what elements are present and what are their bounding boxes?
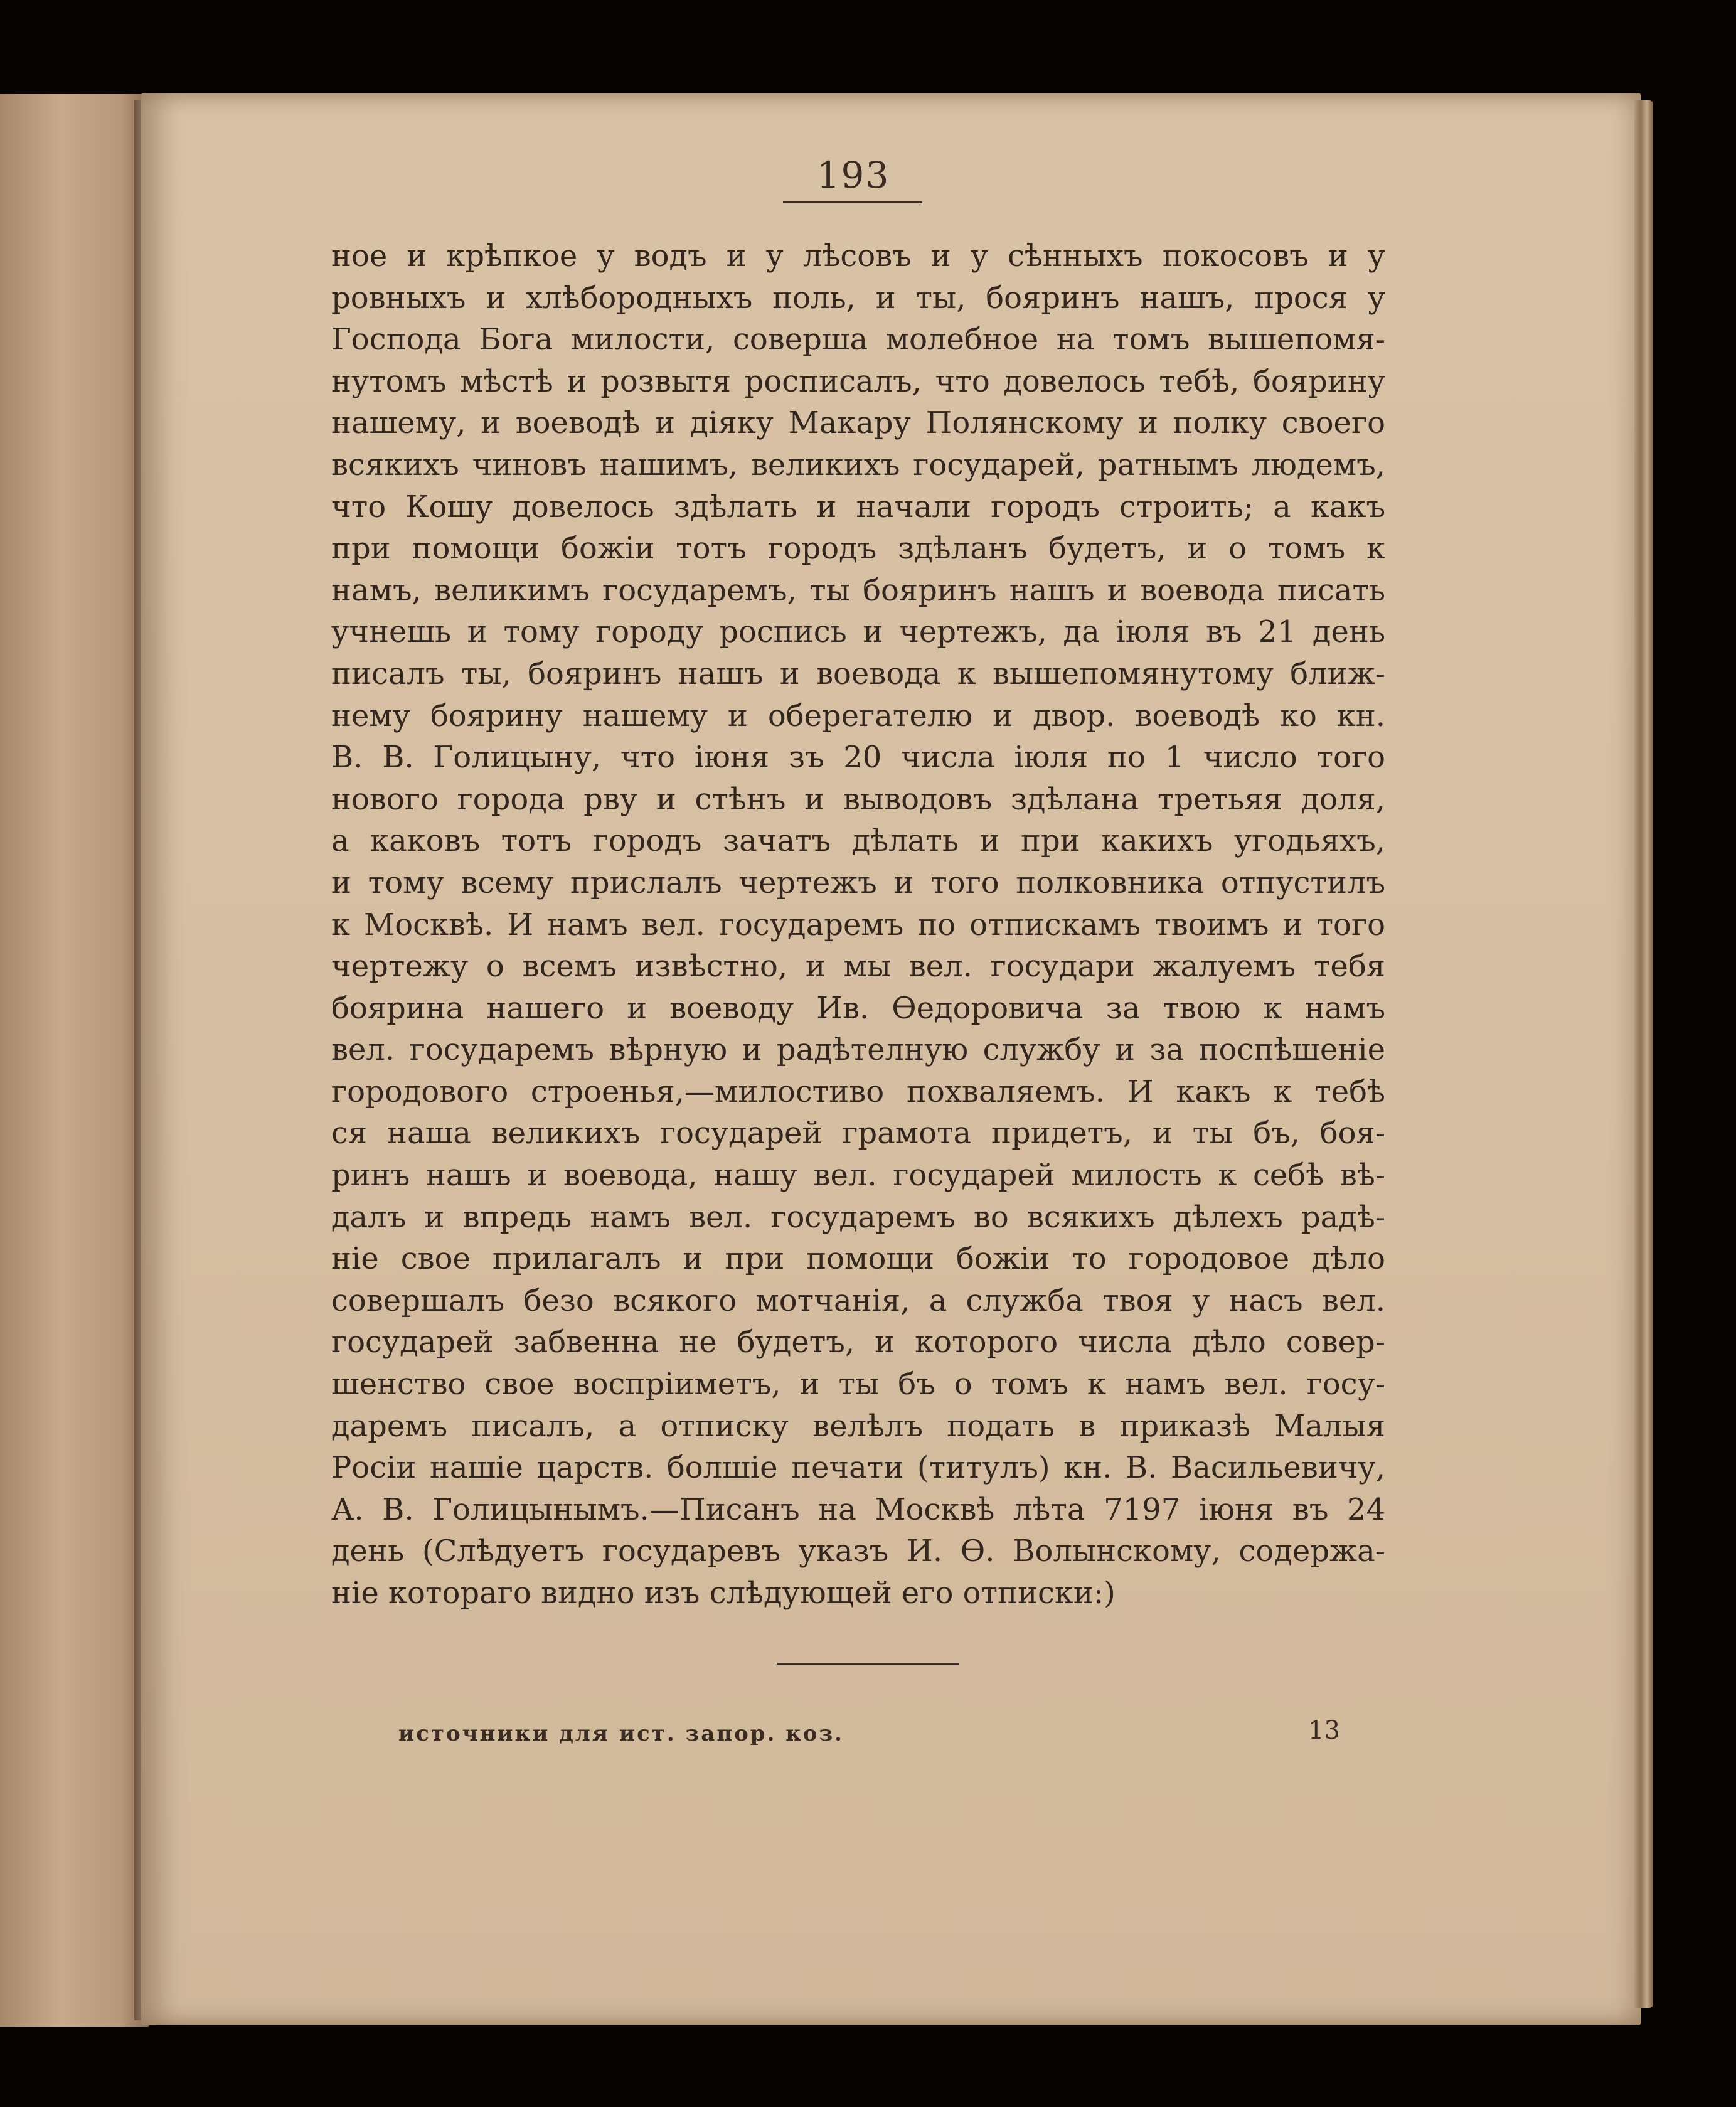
- text-line: намъ, великимъ государемъ, ты бояринъ нашъ и воевода писать: [331, 572, 1385, 608]
- text-line: боярина нашего и воеводу Ив. Өедоровича за твою к намъ: [331, 990, 1385, 1026]
- text-line: и тому всему прислалъ чертежъ и того полковника отпустилъ: [331, 865, 1385, 900]
- text-line: к Москвѣ. И намъ вел. государемъ по отпискамъ твоимъ и того: [331, 907, 1385, 942]
- text-line: нiе свое прилагалъ и при помощи божiи то городовое дѣло: [331, 1241, 1385, 1277]
- text-line: нового города рву и стѣнъ и выводовъ здѣлана третьяя доля,: [331, 781, 1385, 817]
- page-number: 193: [816, 154, 890, 196]
- text-line: при помощи божiи тотъ городъ здѣланъ будетъ, и о томъ к: [331, 531, 1385, 567]
- text-line: учнешь и тому городу роспись и чертежъ, да iюля въ 21 день: [331, 614, 1385, 650]
- text-line: А. В. Голицынымъ.—Писанъ на Москвѣ лѣта 7197 iюня въ 24: [331, 1491, 1385, 1527]
- text-line: день (Слѣдуетъ государевъ указъ И. Ө. Волынскому, содержа-: [331, 1534, 1385, 1569]
- page-edges: [1634, 100, 1653, 2008]
- text-line: В. В. Голицыну, что iюня зъ 20 числа iюля по 1 число того: [331, 740, 1385, 776]
- text-line: ровныхъ и хлѣбородныхъ поль, и ты, бояринъ нашъ, прося у: [331, 280, 1385, 316]
- text-line: государей забвенна не будетъ, и которого числа дѣло совер-: [331, 1325, 1385, 1360]
- text-line: а каковъ тотъ городъ зачатъ дѣлать и при какихъ угодьяхъ,: [331, 823, 1385, 859]
- text-line: ся наша великихъ государей грамота придетъ, и ты бъ, боя-: [331, 1116, 1385, 1151]
- header-rule: [783, 201, 922, 203]
- text-line: городового строенья,—милостиво похваляемъ. И какъ к тебѣ: [331, 1074, 1385, 1109]
- text-line: нашему, и воеводѣ и дiяку Макару Полянскому и полку своего: [331, 405, 1385, 441]
- text-line: Росiи нашiе царств. болшiе печати (титулъ) кн. В. Васильевичу,: [331, 1450, 1385, 1486]
- body-text: [331, 235, 1385, 1614]
- text-line: даремъ писалъ, а отписку велѣлъ подать в приказѣ Малыя: [331, 1408, 1385, 1444]
- text-line: шенство свое воспрiиметъ, и ты бъ о томъ к намъ вел. госу-: [331, 1367, 1385, 1402]
- text-line: совершалъ безо всякого мотчанiя, а служба твоя у насъ вел.: [331, 1283, 1385, 1318]
- text-line: нiе котораго видно изъ слѣдующей его отписки:): [331, 1576, 1116, 1611]
- text-line: Господа Бога милости, соверша молебное на томъ вышепомя-: [331, 322, 1385, 358]
- left-page-edge: [0, 94, 151, 2027]
- text-line: нему боярину нашему и оберегателю и двор. воеводѣ ко кн.: [331, 698, 1385, 733]
- text-line: ринъ нашъ и воевода, нашу вел. государей милость к себѣ вѣ-: [331, 1158, 1385, 1193]
- footer-title: источники для ист. запор. коз.: [398, 1721, 844, 1746]
- signature-mark: 13: [1308, 1716, 1340, 1745]
- text-line: всякихъ чиновъ нашимъ, великихъ государей, ратнымъ людемъ,: [331, 447, 1385, 483]
- text-line: вел. государемъ вѣрную и радѣтелную службу и за поспѣшенiе: [331, 1032, 1385, 1068]
- text-line: нутомъ мѣстѣ и розвытя росписалъ, что довелось тебѣ, боярину: [331, 363, 1385, 399]
- text-line: чертежу о всемъ извѣстно, и мы вел. государи жалуемъ тебя: [331, 949, 1385, 984]
- footer-rule: [777, 1663, 959, 1665]
- text-line: далъ и впредь намъ вел. государемъ во всякихъ дѣлехъ радѣ-: [331, 1199, 1385, 1235]
- text-line: что Кошу довелось здѣлать и начали городъ строить; а какъ: [331, 489, 1385, 525]
- text-line: писалъ ты, бояринъ нашъ и воевода к вышепомянутому ближ-: [331, 656, 1385, 691]
- text-line: ное и крѣпкое у водъ и у лѣсовъ и у сѣнныхъ покосовъ и у: [331, 238, 1385, 274]
